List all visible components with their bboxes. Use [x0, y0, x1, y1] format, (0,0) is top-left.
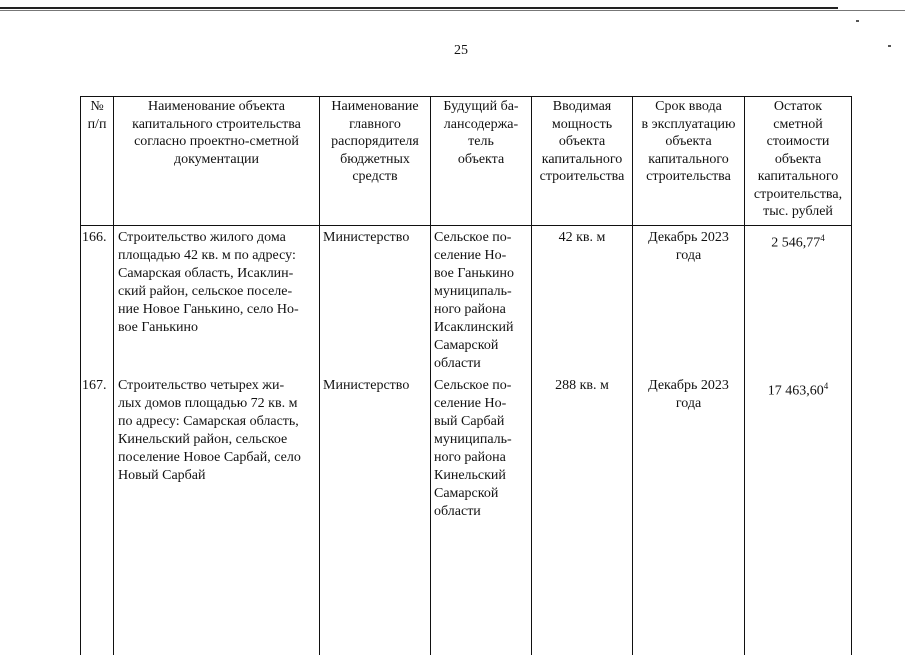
cost-footnote-mark: 4 — [823, 380, 829, 391]
main-manager: Министерство — [320, 375, 431, 655]
deadline: Декабрь 2023 года — [633, 375, 745, 655]
cost-footnote-mark: 4 — [820, 232, 825, 243]
capacity: 42 кв. м — [532, 225, 633, 375]
header-main-manager: Наименование главного распорядителя бюджетных средств — [320, 97, 431, 226]
future-holder: Сельское по- селение Но- вое Ганькино муниципаль- ного района Исаклинский Самарской области — [431, 225, 532, 375]
deadline: Декабрь 2023 года — [633, 225, 745, 375]
main-manager: Министерство — [320, 225, 431, 375]
object-name: Строительство четырех жи- лых домов площадью 72 кв. м по адресу: Самарская область, Кинельский район, сельское поселение Новое Сарбай, село Новый Сарбай — [114, 375, 320, 655]
top-border-line — [0, 7, 838, 9]
top-border-line-thin — [0, 10, 905, 11]
cost-value: 17 463,60 — [767, 383, 824, 399]
header-future-holder: Будущий ба- лансодержа- тель объекта — [431, 97, 532, 226]
object-name: Строительство жилого дома площадью 42 кв. м по адресу: Самарская область, Исаклин- ский район, сельское поселе- ние Новое Ганькино, село Но- вое Ганькино — [114, 225, 320, 375]
future-holder: Сельское по- селение Но- вый Сарбай муниципаль- ного района Кинельский Самарской области — [431, 375, 532, 655]
remaining-cost — [745, 375, 852, 655]
cost-value: 2 546,77 — [771, 235, 821, 251]
page-number: 25 — [454, 43, 468, 58]
header-deadline: Срок ввода в эксплуатацию объекта капитального строительства — [633, 97, 745, 226]
remaining-cost — [745, 225, 852, 375]
header-remaining-cost: Остаток сметной стоимости объекта капитального строительства, тыс. рублей — [745, 97, 852, 226]
capacity: 288 кв. м — [532, 375, 633, 655]
construction-objects-table — [80, 96, 852, 655]
header-capacity: Вводимая мощность объекта капитального строительства — [532, 97, 633, 226]
table-row — [81, 375, 852, 655]
row-number: 167. — [81, 375, 114, 655]
header-number: № п/п — [81, 97, 114, 226]
scan-speck — [856, 20, 859, 22]
header-object-name: Наименование объекта капитального строительства согласно проектно-сметной документации — [114, 97, 320, 226]
table-row — [81, 225, 852, 375]
row-number: 166. — [81, 225, 114, 375]
table-header-row — [81, 97, 852, 226]
